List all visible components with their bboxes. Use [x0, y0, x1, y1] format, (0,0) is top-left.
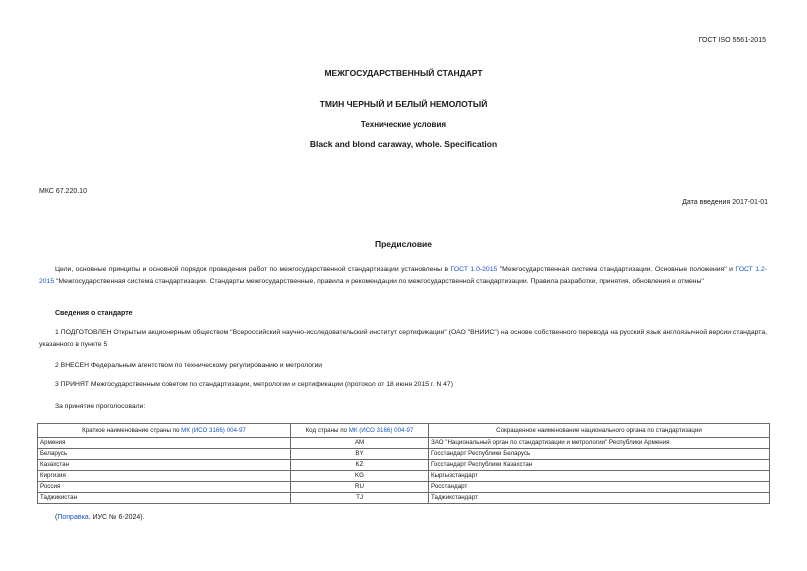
voting-label: За принятие проголосовали:: [55, 403, 146, 410]
country-code: KG: [291, 471, 429, 482]
national-body: Госстандарт Республики Казахстан: [429, 460, 770, 471]
amendment-link[interactable]: Поправка: [57, 514, 89, 521]
preface-paragraph: [39, 264, 767, 287]
country-code: RU: [291, 482, 429, 493]
national-body: Госстандарт Республики Беларусь: [429, 449, 770, 460]
info-item-adopted: 3 ПРИНЯТ Межгосударственным советом по стандартизации, метрологии и сертификации (протокол от 18 июня 2015 г. N 47): [55, 381, 453, 388]
voting-countries-table: [37, 423, 770, 504]
country-name: Россия: [38, 482, 291, 493]
header-country-code: Код страны по МК (ИСО 3166) 004-97: [291, 424, 429, 438]
info-item-submitted: 2 ВНЕСЕН Федеральным агентством по техническому регулированию и метрологии: [55, 362, 323, 369]
table-row: [38, 493, 770, 504]
country-code: KZ: [291, 460, 429, 471]
country-code: BY: [291, 449, 429, 460]
table-row: [38, 471, 770, 482]
national-body: Росстандарт: [429, 482, 770, 493]
info-item-prepared: 1 ПОДГОТОВЛЕН Открытым акционерным обществом "Всероссийский научно-исследовательский институт сертификации" (ОАО "ВНИИС") на основе собственного перевода на русский язык англоязычной версии стандарта, указанного в пункте 5: [39, 329, 767, 348]
country-name: Казахстан: [38, 460, 291, 471]
document-title: ТМИН ЧЕРНЫЙ И БЕЛЫЙ НЕМОЛОТЫЙ: [319, 99, 488, 109]
preface-text-b: "Межгосударственная система стандартизации. Основные положения" и: [497, 266, 736, 273]
document-title-english: Black and blond caraway, whole. Specification: [309, 139, 498, 149]
gost-1-0-link[interactable]: ГОСТ 1.0-2015: [450, 266, 498, 273]
country-code: AM: [291, 438, 429, 449]
preface-heading: Предисловие: [374, 239, 433, 249]
standard-type: МЕЖГОСУДАРСТВЕННЫЙ СТАНДАРТ: [324, 68, 483, 78]
country-name: Таджикистан: [38, 493, 291, 504]
preface-text-a: Цели, основные принципы и основной порядок проведения работ по межгосударственной стандартизации установлены в: [55, 266, 451, 273]
mk-iso-link[interactable]: МК (ИСО 3166) 004-97: [181, 427, 246, 434]
country-name: Киргизия: [38, 471, 291, 482]
country-code: TJ: [291, 493, 429, 504]
introduction-date: Дата введения 2017-01-01: [682, 199, 768, 206]
mks-code: МКС 67.220.10: [39, 188, 87, 195]
gost-1-2-link[interactable]: ГОСТ 1.2-2015: [39, 266, 767, 285]
preface-text-c: "Межгосударственная система стандартизации. Стандарты межгосударственные, правила и рекомендации по межгосударственной стандартизации. Правила разработки, принятия, обновления и отмены": [54, 277, 704, 285]
table-row: [38, 460, 770, 471]
table-header-row: [38, 424, 770, 438]
national-body: Таджикстандарт: [429, 493, 770, 504]
table-row: [38, 482, 770, 493]
standard-info-heading: Сведения о стандарте: [55, 310, 133, 317]
amendment-note: (Поправка. ИУС № 6-2024).: [55, 514, 145, 521]
document-subtitle: Технические условия: [360, 120, 447, 129]
table-row: [38, 438, 770, 449]
mk-iso-link[interactable]: МК (ИСО 3166) 004-97: [348, 427, 414, 434]
national-body: ЗАО "Национальный орган по стандартизации и метрологии" Республики Армения: [429, 438, 770, 449]
national-body: Кыргызстандарт: [429, 471, 770, 482]
header-country-name: Краткое наименование страны по МК (ИСО 3166) 004-97: [38, 424, 291, 438]
table-row: [38, 449, 770, 460]
header-national-body: Сокращенное наименование национального органа по стандартизации: [429, 424, 770, 438]
country-name: Беларусь: [38, 449, 291, 460]
document-code: ГОСТ ISO 5561-2015: [698, 37, 766, 44]
country-name: Армения: [38, 438, 291, 449]
